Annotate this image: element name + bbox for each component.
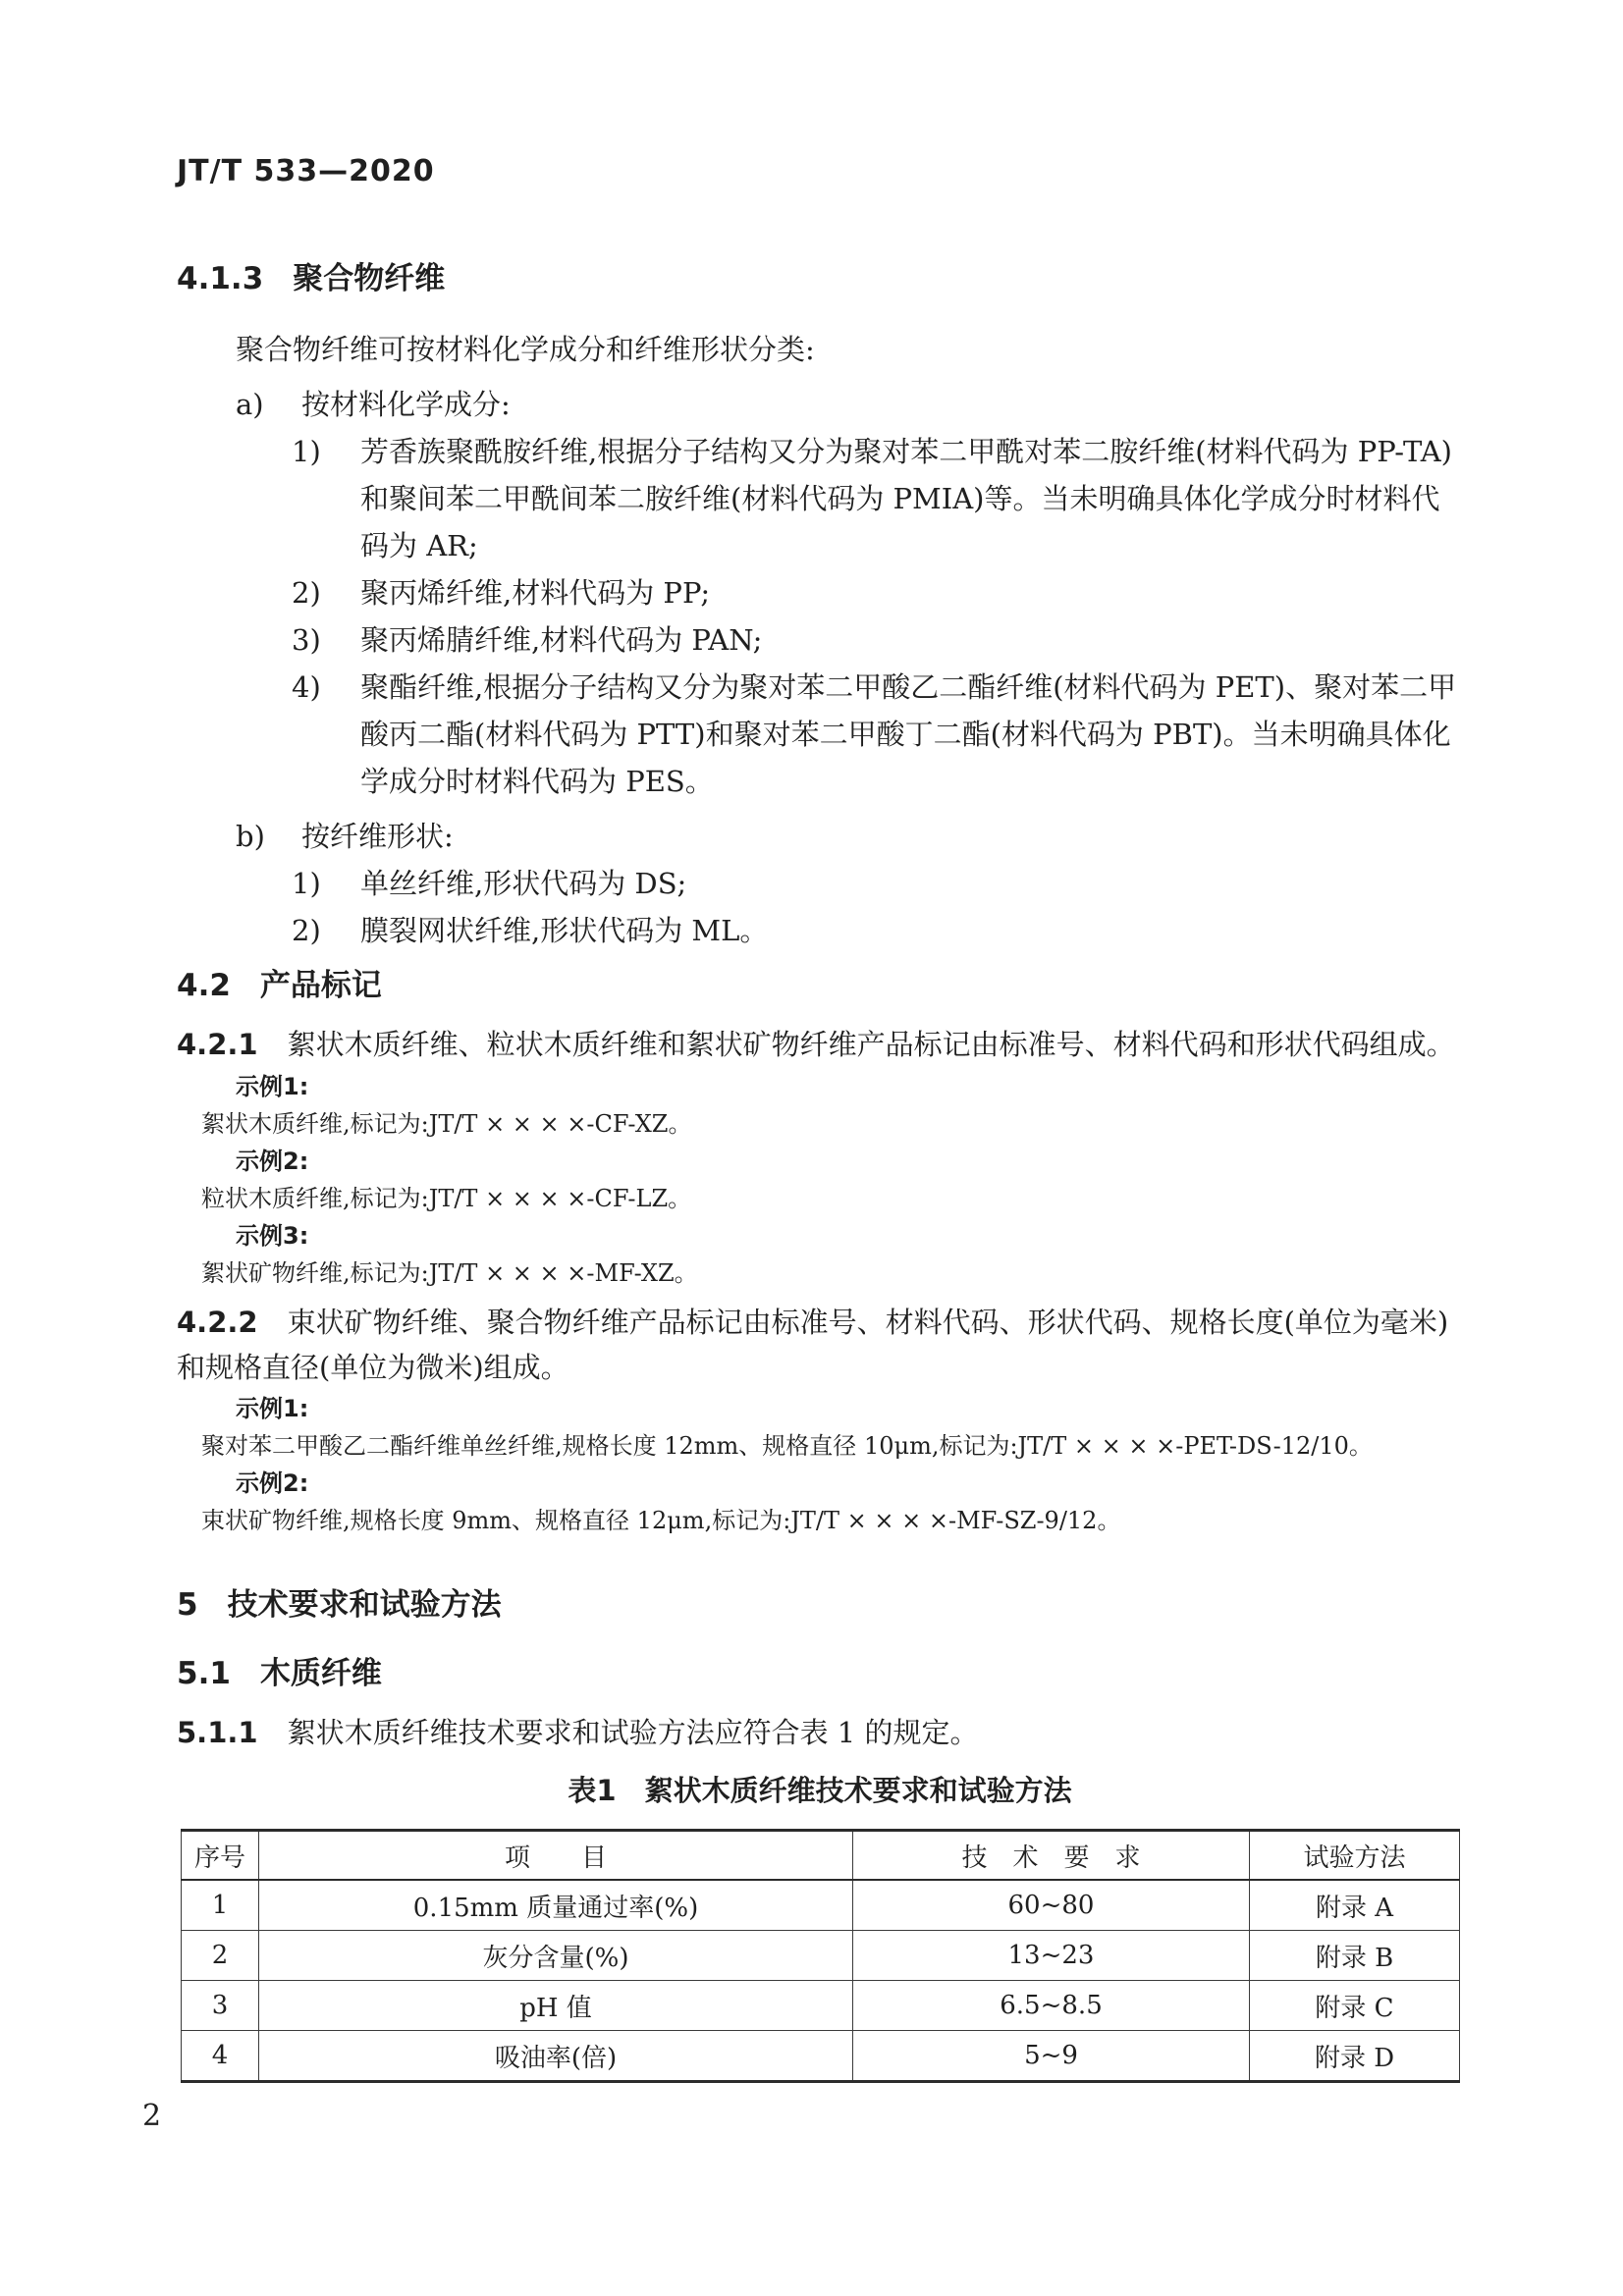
- cell-index: 3: [182, 1981, 259, 2031]
- col-header-method: 试验方法: [1250, 1831, 1460, 1881]
- example-text: 絮状矿物纤维,标记为:JT/T × × × ×-MF-XZ。: [201, 1259, 698, 1287]
- list-text: 芳香族聚酰胺纤维,根据分子结构又分为聚对苯二甲酰对苯二胺纤维(材料代码为 PP-TA)和聚间苯二甲酰间苯二胺纤维(材料代码为 PMIA)等。当未明确具体化学成分时材料代码为 AR;: [360, 435, 1452, 562]
- list-item-a1: [292, 428, 1463, 569]
- cell-method: 附录 D: [1250, 2031, 1460, 2082]
- list-marker: a): [236, 388, 264, 421]
- list-marker: b): [236, 820, 265, 853]
- example-text: 束状矿物纤维,规格长度 9mm、规格直径 12μm,标记为:JT/T × × × ×-MF-SZ-9/12。: [201, 1507, 1121, 1534]
- clause-5-1-1: [177, 1709, 1463, 1756]
- list-item-a: [236, 381, 1463, 428]
- example-label: 示例2:: [236, 1469, 309, 1497]
- cell-index: 4: [182, 2031, 259, 2082]
- section-number: 5: [177, 1587, 198, 1623]
- clause-text: 束状矿物纤维、聚合物纤维产品标记由标准号、材料代码、形状代码、规格长度(单位为毫米)和规格直径(单位为微米)组成。: [177, 1306, 1449, 1384]
- section-number: 5.1: [177, 1656, 231, 1691]
- table-row: [182, 1981, 1460, 2031]
- list-item-b: [236, 813, 1463, 860]
- table-row: [182, 2031, 1460, 2082]
- section-heading-4-1-3: [177, 257, 1463, 300]
- list-item-b1: [292, 860, 1463, 907]
- clause-number: 5.1.1: [177, 1716, 258, 1749]
- example-text: 絮状木质纤维,标记为:JT/T × × × ×-CF-XZ。: [201, 1110, 692, 1138]
- cell-requirement: 13~23: [853, 1931, 1250, 1981]
- section-number: 4.2: [177, 968, 231, 1003]
- section-title: 技术要求和试验方法: [227, 1587, 502, 1623]
- cell-item: pH 值: [259, 1981, 853, 2031]
- list-text: 聚丙烯纤维,材料代码为 PP;: [360, 576, 711, 610]
- cell-item: 吸油率(倍): [259, 2031, 853, 2082]
- example-label: 示例3:: [236, 1222, 309, 1250]
- cell-item: 灰分含量(%): [259, 1931, 853, 1981]
- page-number: 2: [142, 2099, 162, 2133]
- example-label: 示例1:: [236, 1073, 309, 1100]
- table1: [181, 1829, 1460, 2083]
- cell-requirement: 5~9: [853, 2031, 1250, 2082]
- section-heading-5: [177, 1583, 1463, 1627]
- col-header-item: 项 目: [259, 1831, 853, 1881]
- cell-index: 1: [182, 1880, 259, 1931]
- cell-method: 附录 A: [1250, 1880, 1460, 1931]
- section-title: 木质纤维: [259, 1656, 382, 1691]
- section-heading-4-2: [177, 964, 1463, 1007]
- section-title: 聚合物纤维: [293, 261, 446, 296]
- example-text: 粒状木质纤维,标记为:JT/T × × × ×-CF-LZ。: [201, 1185, 692, 1212]
- list-text: 按材料化学成分:: [301, 388, 511, 421]
- list-text: 聚酯纤维,根据分子结构又分为聚对苯二甲酸乙二酯纤维(材料代码为 PET)、聚对苯二甲酸丙二酯(材料代码为 PTT)和聚对苯二甲酸丁二酯(材料代码为 PBT)。当未明确具体化学成分时材料代码为 PES。: [360, 670, 1457, 798]
- document-code: JT/T 533—2020: [177, 154, 435, 188]
- clause-number: 4.2.1: [177, 1028, 258, 1061]
- cell-method: 附录 C: [1250, 1981, 1460, 2031]
- cell-requirement: 6.5~8.5: [853, 1981, 1250, 2031]
- section-heading-5-1: [177, 1652, 1463, 1695]
- table-caption: 表1 絮状木质纤维技术要求和试验方法: [568, 1774, 1072, 1807]
- list-marker: 2): [292, 914, 321, 947]
- list-text: 膜裂网状纤维,形状代码为 ML。: [360, 914, 769, 947]
- example-label: 示例2:: [236, 1148, 309, 1175]
- cell-requirement: 60~80: [853, 1880, 1250, 1931]
- clause-number: 4.2.2: [177, 1306, 258, 1339]
- list-item-b2: [292, 907, 1463, 954]
- list-marker: 4): [292, 670, 321, 704]
- clause-4-2-2: [177, 1300, 1463, 1390]
- table-header-row: [182, 1831, 1460, 1881]
- cell-index: 2: [182, 1931, 259, 1981]
- section-title: 产品标记: [259, 968, 382, 1003]
- section-number: 4.1.3: [177, 261, 264, 296]
- example-text: 聚对苯二甲酸乙二酯纤维单丝纤维,规格长度 12mm、规格直径 10μm,标记为:JT/T × × × ×-PET-DS-12/10。: [201, 1432, 1373, 1460]
- list-marker: 1): [292, 867, 321, 900]
- col-header-requirement: 技 术 要 求: [853, 1831, 1250, 1881]
- table-row: [182, 1880, 1460, 1931]
- clause-4-2-1: [177, 1021, 1463, 1068]
- cell-item: 0.15mm 质量通过率(%): [259, 1880, 853, 1931]
- cell-method: 附录 B: [1250, 1931, 1460, 1981]
- list-item-a4: [292, 664, 1463, 805]
- list-marker: 1): [292, 435, 321, 468]
- list-marker: 2): [292, 576, 321, 610]
- clause-text: 絮状木质纤维、粒状木质纤维和絮状矿物纤维产品标记由标准号、材料代码和形状代码组成。: [287, 1028, 1455, 1061]
- intro-paragraph: 聚合物纤维可按材料化学成分和纤维形状分类:: [236, 333, 815, 366]
- clause-text: 絮状木质纤维技术要求和试验方法应符合表 1 的规定。: [287, 1716, 979, 1749]
- col-header-index: 序号: [182, 1831, 259, 1881]
- list-text: 聚丙烯腈纤维,材料代码为 PAN;: [360, 623, 763, 657]
- table-row: [182, 1931, 1460, 1981]
- list-marker: 3): [292, 623, 321, 657]
- list-text: 按纤维形状:: [301, 820, 454, 853]
- list-item-a3: [292, 616, 1463, 664]
- list-item-a2: [292, 569, 1463, 616]
- example-label: 示例1:: [236, 1395, 309, 1422]
- list-text: 单丝纤维,形状代码为 DS;: [360, 867, 687, 900]
